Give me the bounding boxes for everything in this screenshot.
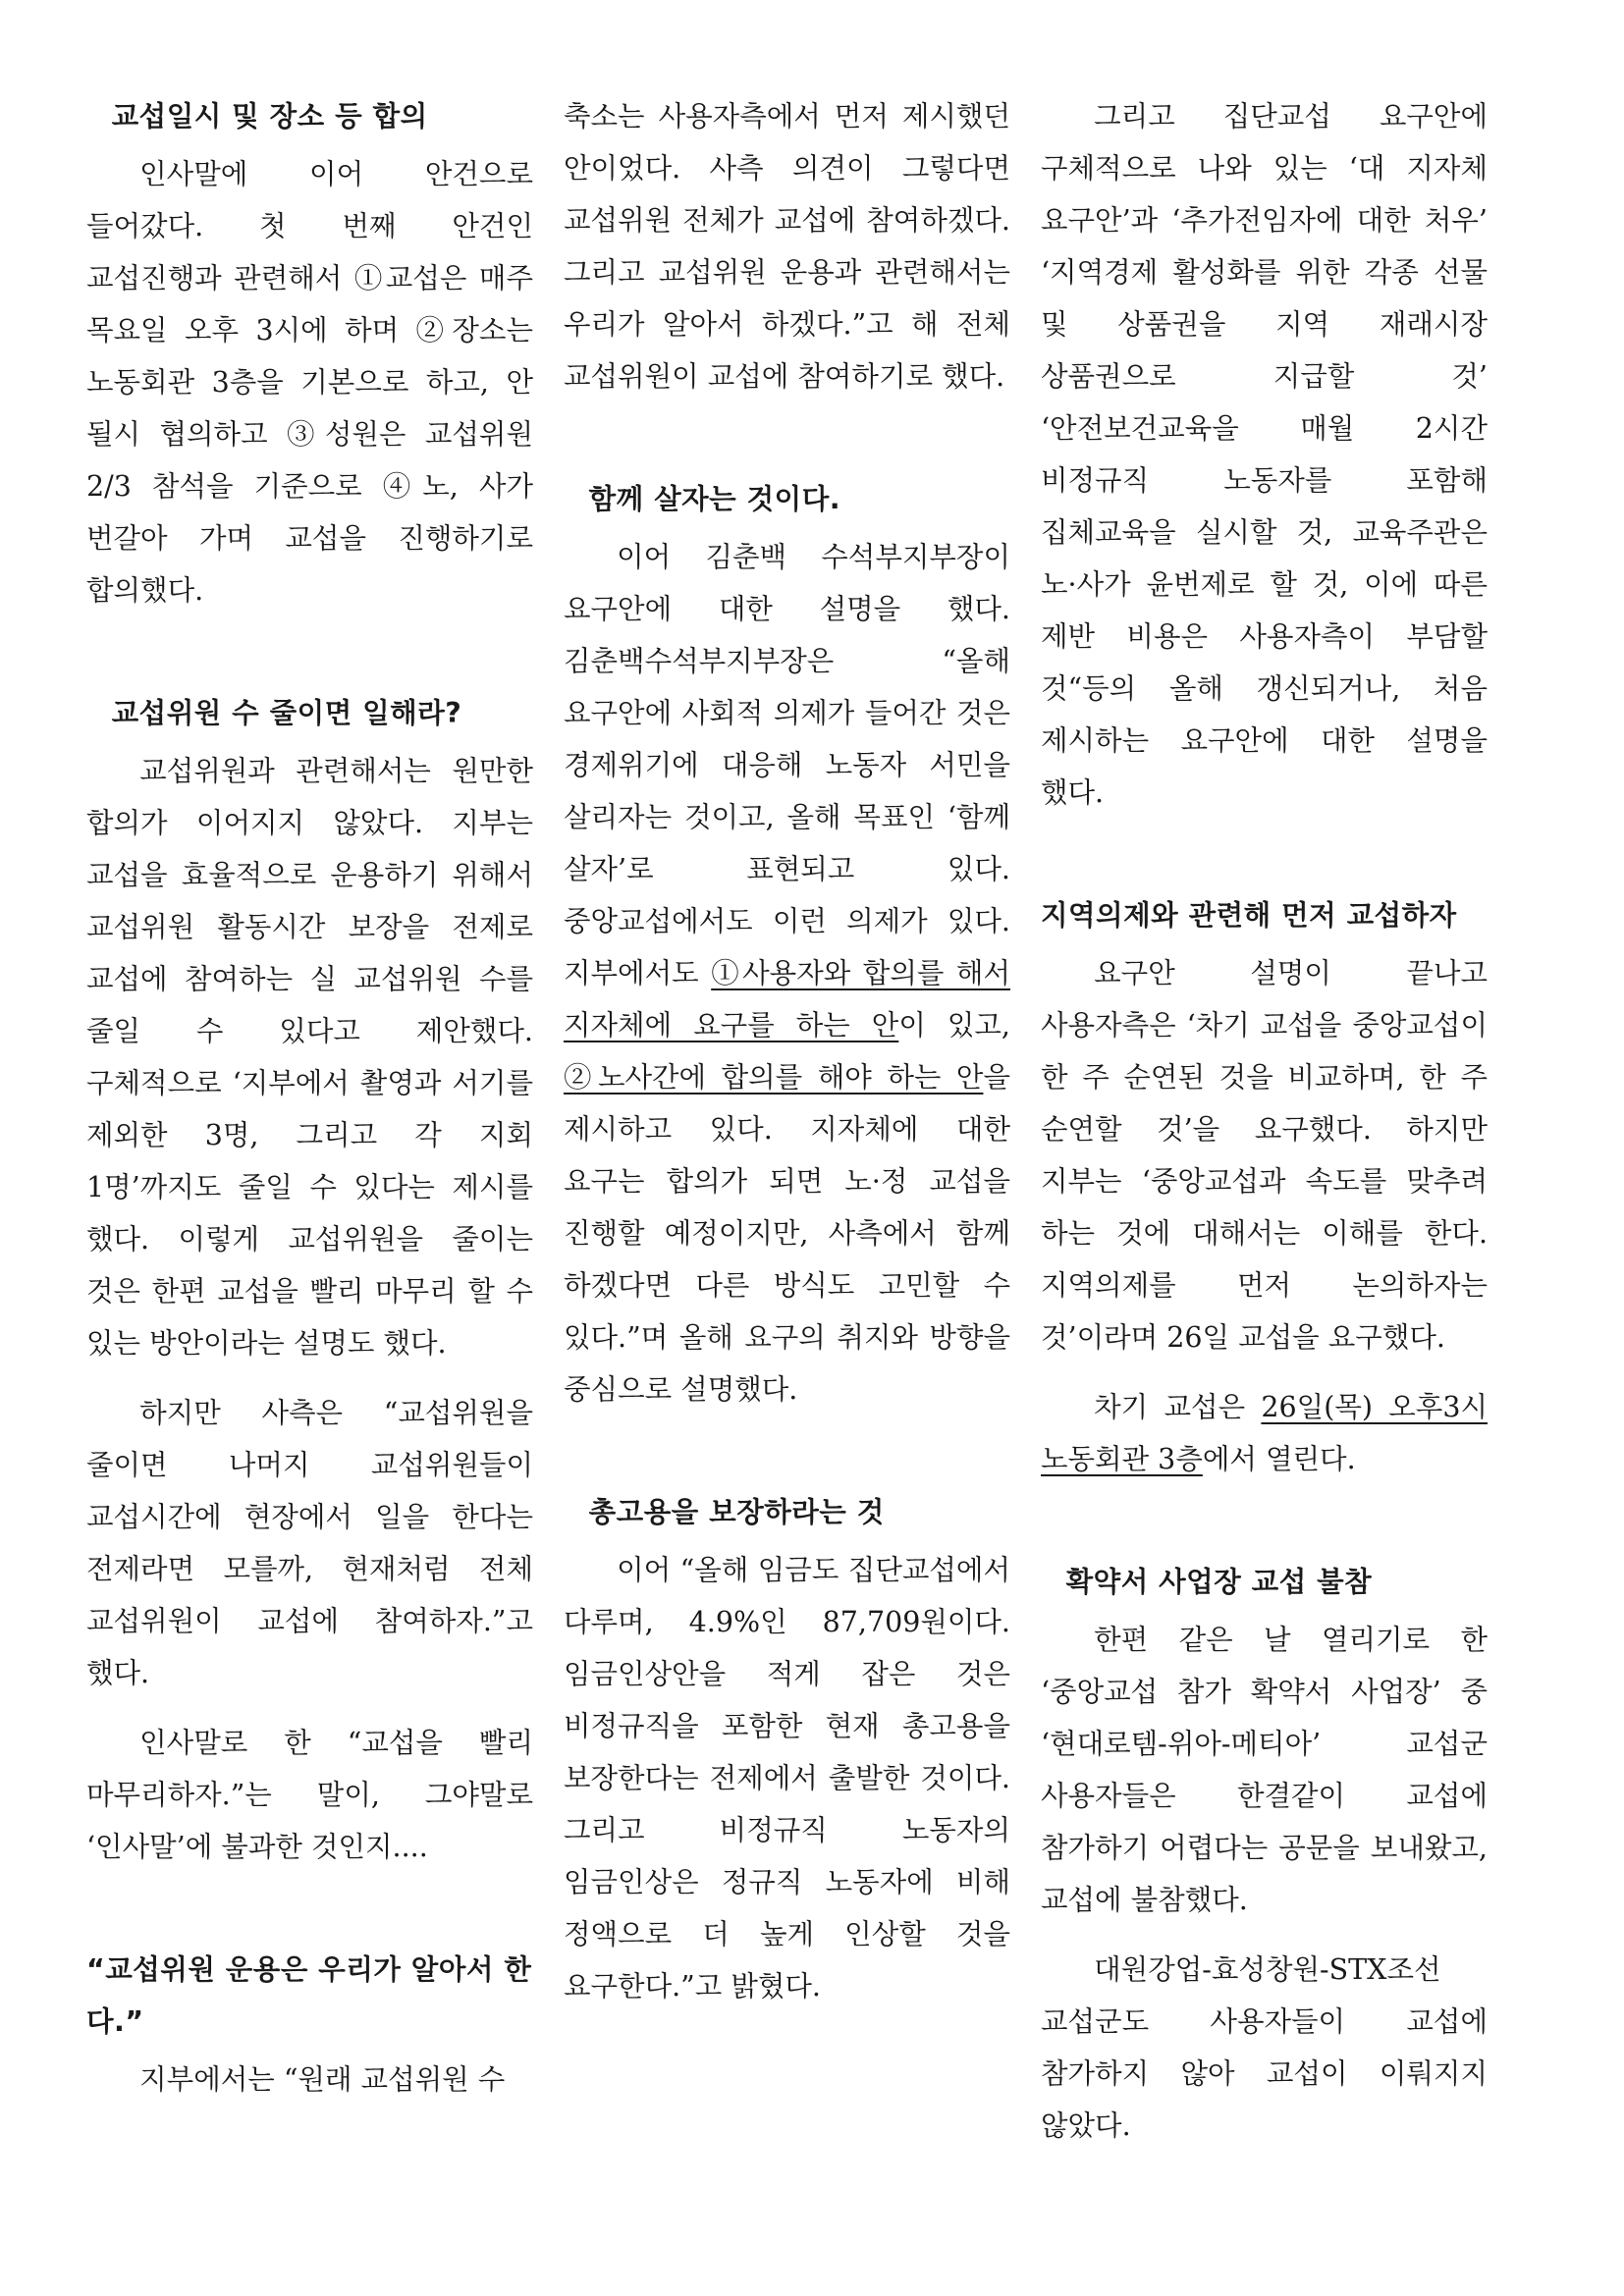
section-heading: 총고용을 보장하라는 것 [588, 1496, 885, 1528]
section-heading: 함께 살자는 것이다. [588, 483, 841, 515]
section-regional-agenda [1041, 889, 1488, 1485]
text-run: 이 있고, [898, 1009, 1010, 1041]
text-run: 차기 교섭은 [1094, 1391, 1262, 1423]
paragraph: 지부에서는 “원래 교섭위원 수 [139, 2063, 506, 2096]
text-run: 이어 김춘백 수석부지부장이 요구안에 대한 설명을 했다. 김춘백수석부지부장은 “올해 요구안에 사회적 의제가 들어간 것은 경제위기에 대응해 노동자 서민을 살리자는 것이고, 올해 목표인 ‘함께 살자’로 표현되고 있다. 중앙교섭에서도 이런 의제가 있다. 지부에서도 [564, 541, 1010, 989]
paragraph [1041, 1381, 1488, 1485]
underlined-text: ②노사간에 합의를 해야 하는 안 [564, 1061, 984, 1094]
paragraph: 요구안 설명이 끝나고 사용자측은 ‘차기 교섭을 중앙교섭이 한 주 순연된 것을 비교하며, 한 주 순연할 것’을 요구했다. 하지만 지부는 ‘중앙교섭과 속도를 맞추려 하는 것에 대해서는 이해를 한다. 지역의제를 먼저 논의하자는 것’이라며 26일 교섭을 요구했다. [1041, 957, 1488, 1354]
text-run: 에서 열린다. [1202, 1443, 1356, 1475]
section-heading: “교섭위원 운용은 우리가 알아서 한다.” [86, 1953, 532, 2038]
paragraph-continued: 축소는 사용자측에서 먼저 제시했던 안이었다. 사측 의견이 그렇다면 교섭위원 전체가 교섭에 참여하겠다. 그리고 교섭위원 운용과 관련해서는 우리가 알아서 하겠다.”고 해 전체 교섭위원이 교섭에 참여하기로 했다. [564, 100, 1010, 393]
paragraph: 대원강업-효성창원-STX조선 교섭군도 사용자들이 교섭에 참가하지 않아 교섭이 이뤄지지 않았다. [1041, 1953, 1488, 2142]
section-live-together [564, 473, 1010, 1415]
section-heading: 확약서 사업장 교섭 불참 [1065, 1566, 1373, 1598]
section-negotiation-schedule [86, 90, 533, 616]
text-run: 을 제시하고 있다. 지자체에 대한 요구는 합의가 되면 노·정 교섭을 진행할 예정이지만, 사측에서 함께 하겠다면 다른 방식도 고민할 수 있다.”며 올해 요구의 취지와 방향을 중심으로 설명했다. [564, 1061, 1010, 1406]
paragraph: 인사말로 한 “교섭을 빨리 마무리하자.”는 말이, 그야말로 ‘인사말’에 불과한 것인지.... [86, 1727, 533, 1863]
section-total-employment [564, 1486, 1010, 2012]
column-3 [1041, 90, 1488, 2169]
paragraph: 한편 같은 날 열리기로 한 ‘중앙교섭 참가 확약서 사업장’ 중 ‘현대로템-위아-메티아’ 교섭군 사용자들은 한결같이 교섭에 참가하기 어렵다는 공문을 보내왔고, 교섭에 불참했다. [1041, 1624, 1488, 1916]
paragraph: 교섭위원과 관련해서는 원만한 합의가 이어지지 않았다. 지부는 교섭을 효율적으로 운용하기 위해서 교섭위원 활동시간 보장을 전제로 교섭에 참여하는 실 교섭위원 수를 줄일 수 있다고 제안했다. 구체적으로 ‘지부에서 촬영과 서기를 제외한 3명, 그리고 각 지회 1명’까지도 줄일 수 있다는 제시를 했다. 이렇게 교섭위원을 줄이는 것은 한편 교섭을 빨리 마무리 할 수 있는 방안이라는 설명도 했다. [86, 755, 533, 1360]
section-heading: 지역의제와 관련해 먼저 교섭하자 [1041, 899, 1457, 932]
section-heading: 교섭위원 수 줄이면 일해라? [111, 697, 462, 729]
underlined-text: ①사용자와 합의를 해서 지자체에 요구를 하는 안 [564, 957, 1010, 1041]
paragraph: 이어 “올해 임금도 집단교섭에서 다루며, 4.9%인 87,709원이다. 임금인상안을 적게 잡은 것은 비정규직을 포함한 현재 총고용을 보장한다는 전제에서 출발한 것이다. 그리고 비정규직 노동자의 임금인상은 정규직 노동자에 비해 정액으로 더 높게 인상할 것을 요구한다.”고 밝혔다. [564, 1554, 1010, 2002]
paragraph: 그리고 집단교섭 요구안에 구체적으로 나와 있는 ‘대 지자체 요구안’과 ‘추가전임자에 대한 처우’ ‘지역경제 활성화를 위한 각종 선물 및 상품권을 지역 재래시장 상품권으로 지급할 것’ ‘안전보건교육을 매월 2시간 비정규직 노동자를 포함해 집체교육을 실시할 것, 교육주관은 노·사가 윤번제로 할 것, 이에 따른 제반 비용은 사용자측이 부담할 것“등의 올해 갱신되거나, 처음 제시하는 요구안에 대한 설명을 했다. [1041, 100, 1488, 809]
section-committee-operation-cont [564, 90, 1010, 402]
paragraph [564, 531, 1010, 1415]
column-1 [86, 90, 533, 2123]
paragraph: 하지만 사측은 “교섭위원을 줄이면 나머지 교섭위원들이 교섭시간에 현장에서 일을 한다는 전제라면 모를까, 현재처럼 전체 교섭위원이 교섭에 참여하자.”고 했다. [86, 1397, 533, 1689]
underlined-text: 26일(목) 오후3시 노동회관 3층 [1041, 1391, 1488, 1475]
column-2 [564, 90, 1010, 2030]
section-heading: 교섭일시 및 장소 등 합의 [111, 100, 428, 133]
section-total-employment-cont [1041, 90, 1488, 819]
paragraph: 인사말에 이어 안건으로 들어갔다. 첫 번째 안건인 교섭진행과 관련해서 ①교섭은 매주 목요일 오후 3시에 하며 ②장소는 노동회관 3층을 기본으로 하고, 안 될시 협의하고 ③성원은 교섭위원 2/3 참석을 기준으로 ④노, 사가 번갈아 가며 교섭을 진행하기로 합의했다. [86, 158, 533, 607]
section-absent-workplaces [1041, 1556, 1488, 2152]
section-committee-operation [86, 1944, 533, 2106]
section-committee-reduction [86, 687, 533, 1873]
